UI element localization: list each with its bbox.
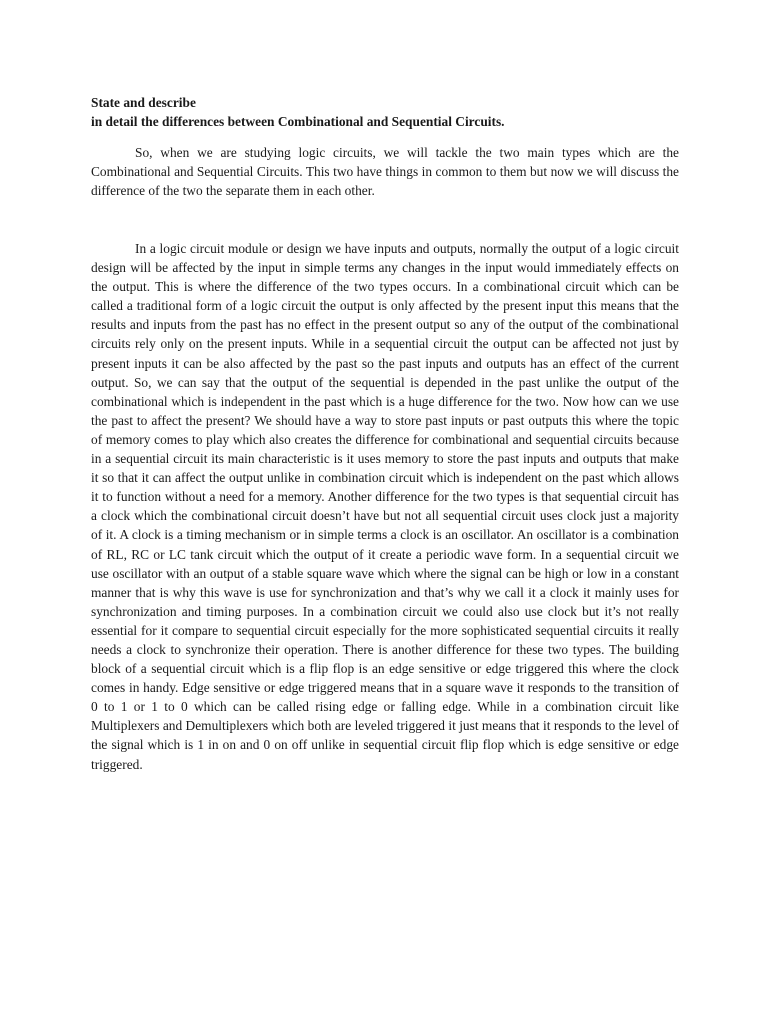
heading-line-2: in detail the differences between Combinational and Sequential Circuits.: [91, 114, 505, 129]
heading-line-1: State and describe: [91, 95, 196, 110]
body-paragraph: In a logic circuit module or design we have inputs and outputs, normally the output of a logic circuit design will be affected by the input in simple terms any changes in the input would immediately effects on the output. This is where the difference of the two types occurs. In a combinational circuit which can be called a traditional form of a logic circuit the output is only affected by the present input this means that the results and inputs from the past has no effect in the present output so any of the output of the combinational circuits rely only on the present inputs. While in a sequential circuit the output can be affected not just by present inputs it can be also affected by the past so the past inputs and outputs has an effect of the current output. So, we can say that the output of the sequential is depended in the past unlike the output of the combinational which is independent in the past which is a huge difference for the two. Now how can we use the past to affect the present? We should have a way to store past inputs or past outputs this where the topic of memory comes to play which also creates the difference for combinational and sequential circuits because in a sequential circuit its main characteristic is it uses memory to store the past inputs and outputs that make it so that it can affect the output unlike in combination circuit which is independent on the past which allows it to function without a need for a memory. Another difference for the two types is that sequential circuit has a clock which the combinational circuit doesn’t have but not all sequential circuit uses clock just a majority of it. A clock is a timing mechanism or in simple terms a clock is an oscillator. An oscillator is a combination of RL, RC or LC tank circuit which the output of it create a periodic wave form. In a sequential circuit we use oscillator with an output of a stable square wave which where the signal can be high or low in a constant manner that is why this wave is use for synchronization and that’s why we call it a clock it mainly uses for synchronization and timing purposes. In a combination circuit we could also use clock but it’s not really essential for it compare to sequential circuit especially for the more sophisticated sequential circuits it really needs a clock to synchronize their operation. There is another difference for these two types. The building block of a sequential circuit which is a flip flop is an edge sensitive or edge triggered this where the clock comes in handy. Edge sensitive or edge triggered means that in a square wave it responds to the transition of 0 to 1 or 1 to 0 which can be called rising edge or falling edge. While in a combination circuit like Multiplexers and Demultiplexers which both are leveled triggered it just means that it responds to the level of the signal which is 1 in on and 0 on off unlike in sequential circuit flip flop which is edge sensitive or edge triggered.: [91, 241, 679, 772]
document-heading: [91, 93, 691, 131]
intro-paragraph: So, when we are studying logic circuits, we will tackle the two main types which are the Combinational and Sequential Circuits. This two have things in common to them but now we will discuss the difference of the two the separate them in each other.: [91, 145, 679, 199]
